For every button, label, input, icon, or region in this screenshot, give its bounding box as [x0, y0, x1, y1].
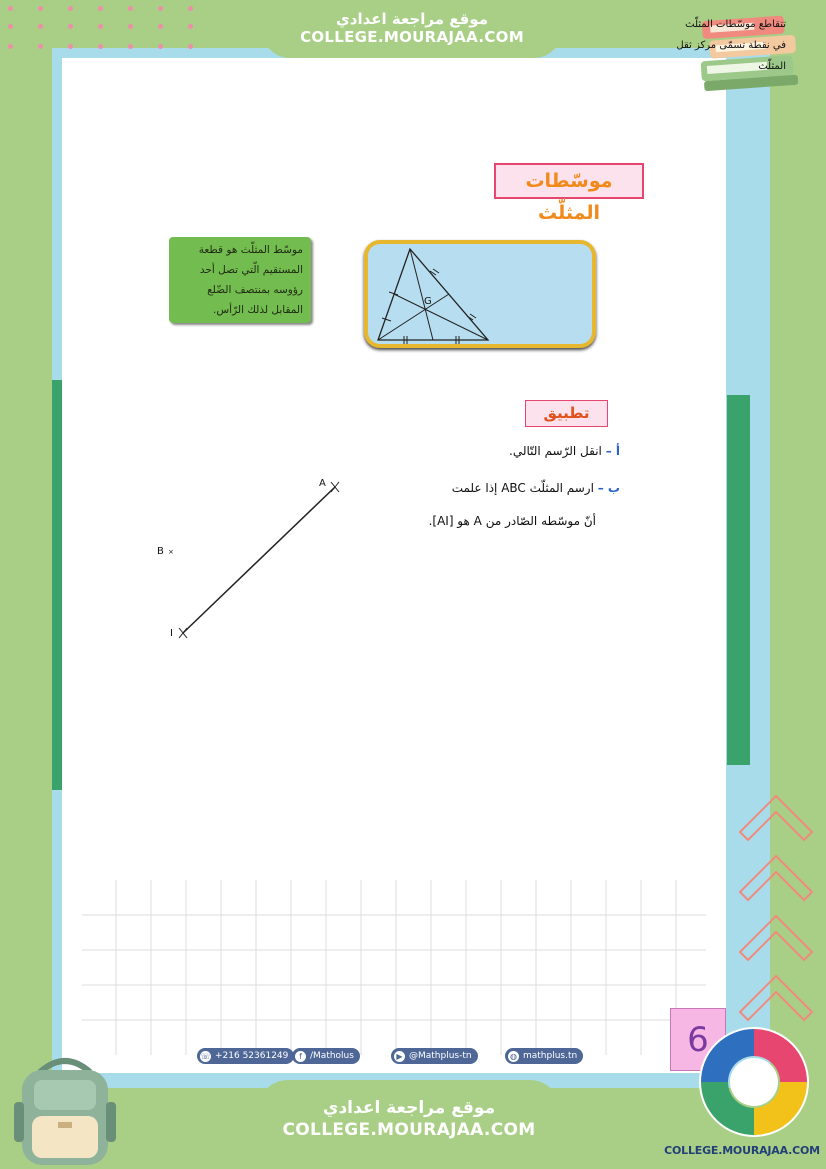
social-facebook-text: /Matholus [310, 1051, 354, 1061]
page-number: 6 [670, 1008, 726, 1071]
point-b-label: B [157, 546, 164, 557]
task-b [320, 481, 620, 495]
backpack-icon [10, 1052, 120, 1167]
site-header [262, 0, 562, 58]
social-website-text: mathplus.tn [523, 1051, 578, 1061]
phone-icon: ☏ [200, 1052, 211, 1061]
task-a-letter: أ – [605, 444, 620, 458]
task-a [320, 444, 620, 458]
site-logo-icon [694, 1022, 814, 1142]
task-a-text: انقل الرّسم التّالي. [509, 444, 602, 458]
footer-arabic-name: موقع مراجعة اعدادي [322, 1098, 496, 1118]
social-phone[interactable] [197, 1048, 294, 1064]
social-phone-text: +216 52361249 [215, 1051, 289, 1061]
footer-domain[interactable]: COLLEGE.MOURAJAA.COM [282, 1120, 536, 1140]
social-youtube-text: @Mathplus-tn [409, 1051, 472, 1061]
task-b-line2: أنّ موسّطه الصّادر من A هو [AI]. [428, 514, 596, 528]
chevron-decoration-icon [732, 790, 822, 1030]
point-i-label: I [170, 628, 173, 639]
point-b-cross: × [168, 548, 174, 556]
property-text: تتقاطع موسّطات المثلّث في نقطة تسمّى مركز ثقل المثلّث [676, 19, 786, 72]
exercise-drawing [150, 470, 350, 645]
globe-icon: ◍ [508, 1051, 519, 1062]
centroid-label: G [424, 296, 432, 307]
site-footer [258, 1080, 560, 1169]
task-b-text: ارسم المثلّث ABC إذا علمت [451, 481, 594, 495]
triangle-medians-figure [370, 246, 500, 344]
youtube-icon: ▶ [394, 1051, 405, 1062]
facebook-icon: f [295, 1051, 306, 1062]
point-a-label: A [319, 478, 326, 489]
social-website[interactable] [505, 1048, 583, 1064]
application-badge: تطبيق [525, 400, 608, 427]
logo-text[interactable]: COLLEGE.MOURAJAA.COM [664, 1144, 820, 1157]
grid-area [82, 880, 706, 1055]
site-domain[interactable]: COLLEGE.MOURAJAA.COM [300, 28, 524, 46]
task-b-letter: ب – [597, 481, 620, 495]
definition-box [169, 237, 311, 323]
frame-accent-right [727, 395, 750, 765]
social-youtube[interactable] [391, 1048, 478, 1064]
site-arabic-name: موقع مراجعة اعدادي [336, 10, 488, 28]
social-facebook[interactable] [292, 1048, 360, 1064]
lesson-title: موسّطات المثلّث [494, 163, 644, 199]
definition-text: موسّط المثلّث هو قطعة المستقيم الّتي تصل أحد رؤوسه بمنتصف الضّلع المقابل لذلك الرّأس. [198, 244, 303, 316]
